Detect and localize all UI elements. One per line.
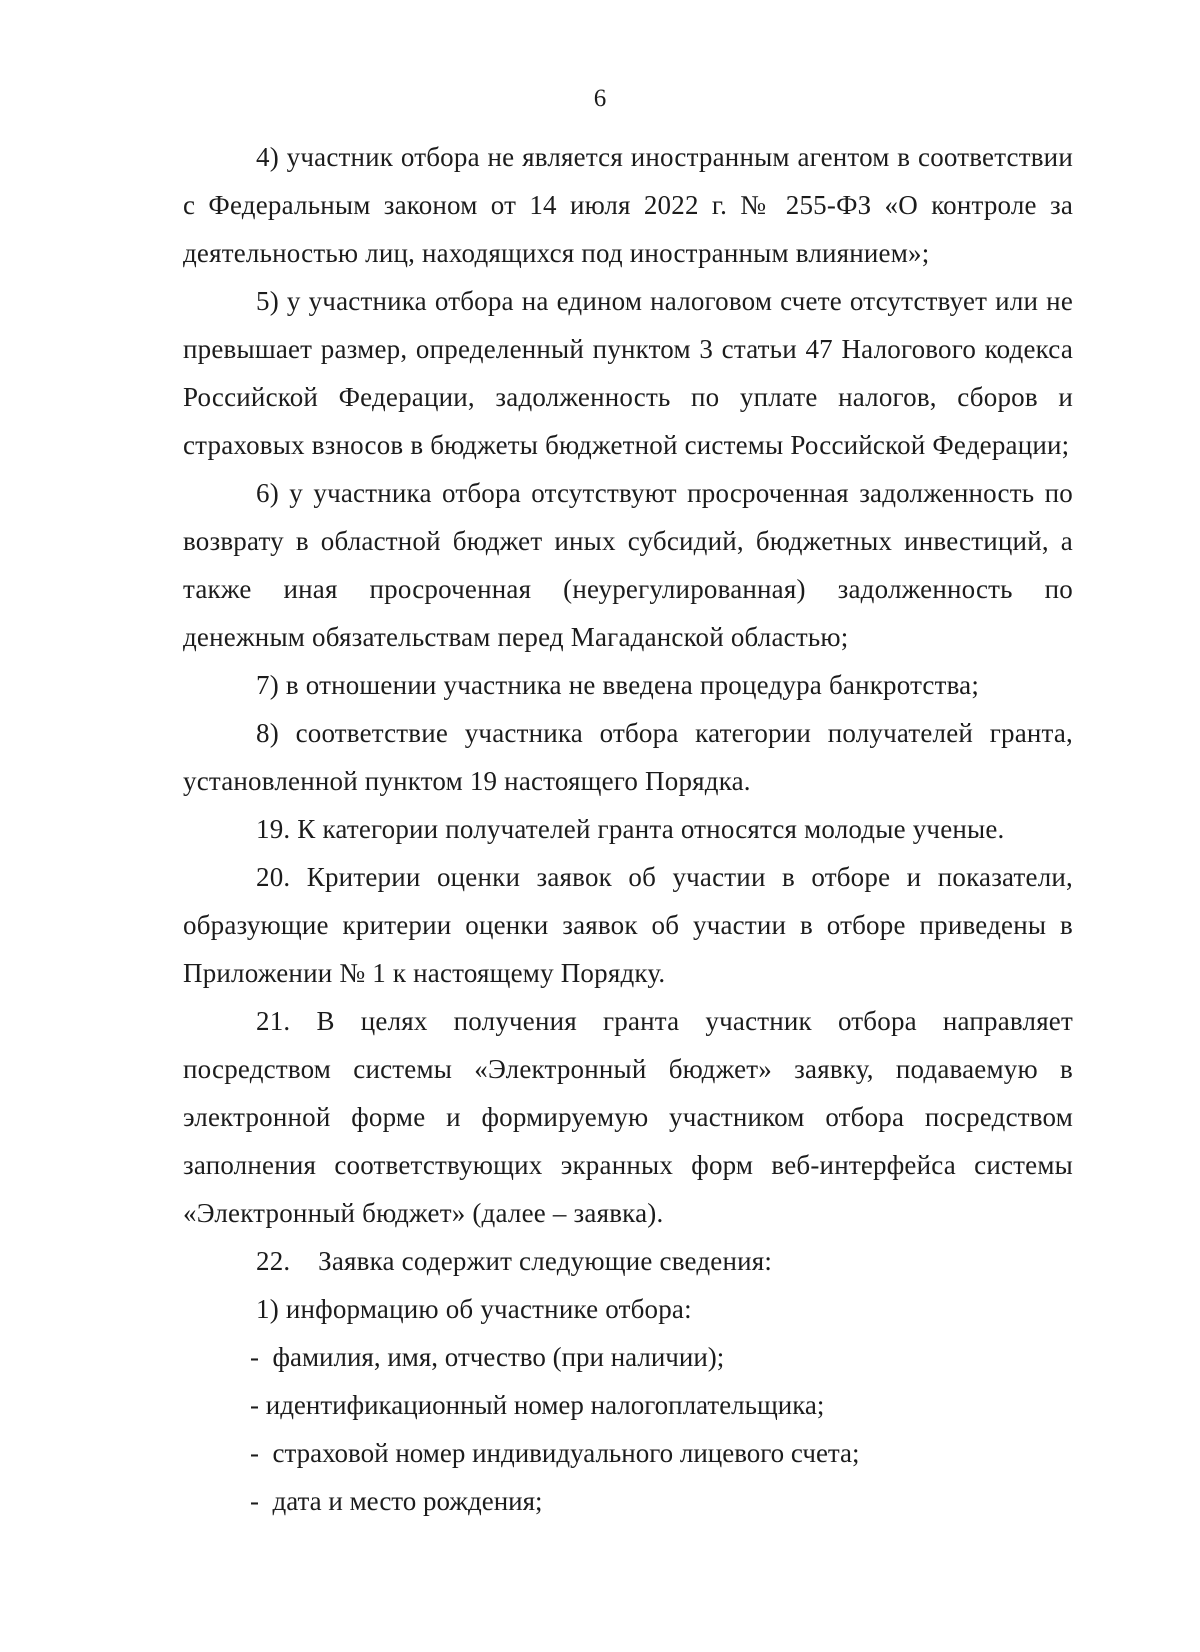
participant-info-list (183, 1333, 1073, 1525)
document-body (183, 133, 1073, 1525)
list-item: - страховой номер индивидуального лицевого счета; (250, 1438, 860, 1468)
list-item: - идентификационный номер налогоплательщика; (250, 1390, 825, 1420)
paragraph-item-5: 5) у участника отбора на едином налоговом счете отсутствует или не превышает размер, определенный пунктом 3 статьи 47 Налогового кодекса Российской Федерации, задолженность по уплате налогов, сборов и страховых взносов в бюджеты бюджетной системы Российской Федерации; (183, 286, 1073, 460)
list-item: - фамилия, имя, отчество (при наличии); (250, 1342, 725, 1372)
paragraph-clause-20: 20. Критерии оценки заявок об участии в отборе и показатели, образующие критерии оценки заявок об участии в отборе приведены в Приложении № 1 к настоящему Порядку. (183, 862, 1073, 988)
paragraph-clause-22: 22. Заявка содержит следующие сведения: (256, 1246, 773, 1276)
paragraph-clause-21: 21. В целях получения гранта участник отбора направляет посредством системы «Электронный бюджет» заявку, подаваемую в электронной форме и формируемую участником отбора посредством заполнения соответствующих экранных форм веб-интерфейса системы «Электронный бюджет» (далее – заявка). (183, 1006, 1073, 1228)
list-item: - дата и место рождения; (250, 1486, 543, 1516)
paragraph-item-8: 8) соответствие участника отбора категории получателей гранта, установленной пунктом 19 настоящего Порядка. (183, 718, 1073, 796)
page-number: 6 (593, 85, 607, 112)
paragraph-item-6: 6) у участника отбора отсутствуют просроченная задолженность по возврату в областной бюджет иных субсидий, бюджетных инвестиций, а также иная просроченная (неурегулированная) задолженность по денежным обязательствам перед Магаданской областью; (183, 478, 1073, 652)
paragraph-item-7: 7) в отношении участника не введена процедура банкротства; (256, 670, 980, 700)
paragraph-clause-19: 19. К категории получателей гранта относятся молодые ученые. (256, 814, 1005, 844)
paragraph-item-4: 4) участник отбора не является иностранным агентом в соответствии с Федеральным законом от 14 июля 2022 г. № 255-ФЗ «О контроле за деятельностью лиц, находящихся под иностранным влиянием»; (183, 142, 1073, 268)
paragraph-clause-22-item-1: 1) информацию об участнике отбора: (256, 1294, 692, 1324)
